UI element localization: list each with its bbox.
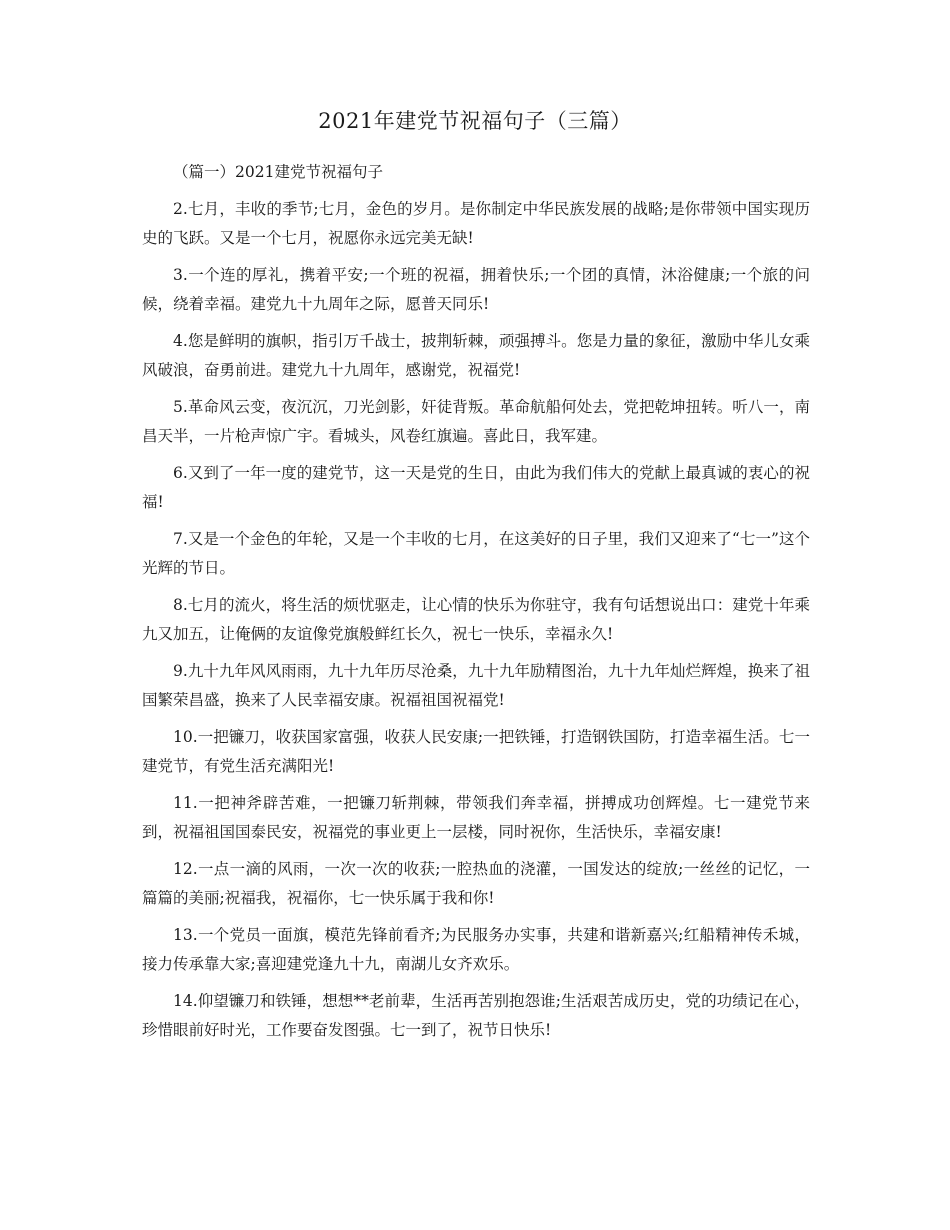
paragraph-3: 3.一个连的厚礼，携着平安;一个班的祝福，拥着快乐;一个团的真情，沐浴健康;一个旅的问候，绕着幸福。建党九十九周年之际，愿普天同乐! [142,266,810,313]
paragraph-13: 13.一个党员一面旗，模范先锋前看齐;为民服务办实事，共建和谐新嘉兴;红船精神传禾城，接力传承靠大家;喜迎建党逢九十九，南湖儿女齐欢乐。 [142,926,810,973]
paragraph-5: 5.革命风云变，夜沉沉，刀光剑影，奸徒背叛。革命航船何处去，党把乾坤扭转。听八一，南昌天半，一片枪声惊广宇。看城头，风卷红旗遍。喜此日，我军建。 [142,398,810,445]
paragraph-2: 2.七月，丰收的季节;七月，金色的岁月。是你制定中华民族发展的战略;是你带领中国实现历史的飞跃。又是一个七月，祝愿你永远完美无缺! [142,200,810,247]
paragraph-12: 12.一点一滴的风雨，一次一次的收获;一腔热血的浇灌，一国发达的绽放;一丝丝的记忆，一篇篇的美丽;祝福我，祝福你，七一快乐属于我和你! [142,860,810,907]
paragraph-9: 9.九十九年风风雨雨，九十九年历尽沧桑，九十九年励精图治，九十九年灿烂辉煌，换来了祖国繁荣昌盛，换来了人民幸福安康。祝福祖国祝福党! [142,662,810,709]
paragraph-6: 6.又到了一年一度的建党节，这一天是党的生日，由此为我们伟大的党献上最真诚的衷心的祝福! [142,464,810,511]
paragraph-10: 10.一把镰刀，收获国家富强，收获人民安康;一把铁锤，打造钢铁国防，打造幸福生活。七一建党节，有党生活充满阳光! [142,728,810,775]
section-heading: （篇一）2021建党节祝福句子 [173,163,383,181]
document-title: 2021年建党节祝福句子（三篇） [318,109,632,133]
paragraph-7: 7.又是一个金色的年轮，又是一个丰收的七月，在这美好的日子里，我们又迎来了“七一”这个光辉的节日。 [142,530,810,577]
paragraph-4: 4.您是鲜明的旗帜，指引万千战士，披荆斩棘，顽强搏斗。您是力量的象征，激励中华儿女乘风破浪，奋勇前进。建党九十九周年，感谢党，祝福党! [142,332,810,379]
document-body [142,158,810,1053]
paragraph-11: 11.一把神斧辟苦难，一把镰刀斩荆棘，带领我们奔幸福，拼搏成功创辉煌。七一建党节来到，祝福祖国国泰民安，祝福党的事业更上一层楼，同时祝你，生活快乐，幸福安康! [142,794,810,841]
paragraph-14: 14.仰望镰刀和铁锤，想想**老前辈，生活再苦别抱怨谁;生活艰苦成历史，党的功绩记在心，珍惜眼前好时光，工作要奋发图强。七一到了，祝节日快乐! [142,992,810,1039]
paragraph-8: 8.七月的流火，将生活的烦忧驱走，让心情的快乐为你驻守，我有句话想说出口：建党十年乘九又加五，让俺俩的友谊像党旗般鲜红长久，祝七一快乐，幸福永久! [142,596,810,643]
